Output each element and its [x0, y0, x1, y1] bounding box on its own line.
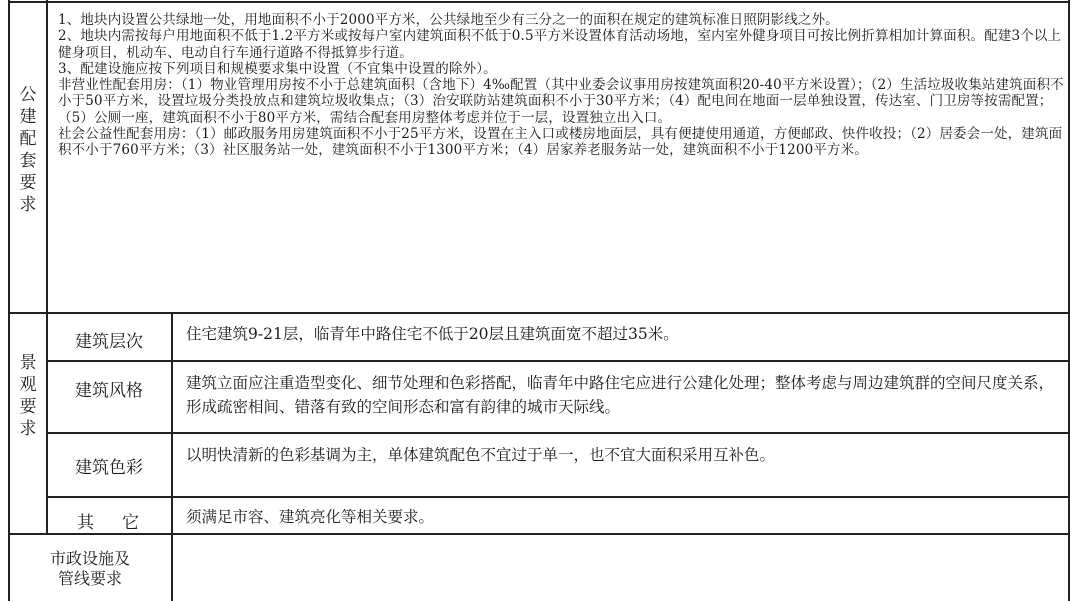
row-divider-2	[46, 432, 1069, 434]
row-text-building-style: 建筑立面应注重造型变化、细节处理和色彩搭配，临青年中路住宅应进行公建化处理；整体考虑与周边建筑群的空间尺度关系，形成疏密相间、错落有致的空间形态和富有韵律的城市天际线。	[186, 374, 1055, 416]
gongjian-paragraph: 2、地块内需按每户用地面积不低于1.2平方米或按每户室内建筑面积不低于0.5平方米设置体育活动场地，室内室外健身项目可按比例折算相加计算面积。配建3个以上健身项目，机动车、电动自行车通行道路不得抵算步行道。	[58, 28, 1062, 61]
jingguan-title-char: 景	[19, 353, 37, 373]
gongjian-paragraph: 1、地块内设置公共绿地一处，用地面积不小于2000平方米，公共绿地至少有三分之一的面积在规定的建筑标准日照阴影线之外。	[58, 12, 839, 28]
outer-right-border	[1068, 0, 1070, 601]
row-label-building-height: 建筑层次	[75, 332, 143, 352]
jingguan-title-char: 观	[19, 375, 37, 395]
gongjian-paragraph: 非营业性配套用房：（1）物业管理用房按不小于总建筑面积（含地下）4‰配置（其中业委会议事用房按建筑面积20-40平方米设置）；（2）生活垃圾收集站建筑面积不小于50平方米，设置垃圾分类投放点和建筑垃圾收集点；（3）治安联防站建筑面积不小于30平方米；（4）配电间在地面一层单独设置，传达室、门卫房等按需配置；（5）公厕一座，建筑面积不小于80平方米，需结合配套用房整体考虑并位于一层，设置独立出入口。	[58, 77, 1064, 126]
section-divider-1	[8, 312, 1069, 314]
gongjian-title-char: 建	[19, 107, 37, 127]
row-label-building-style: 建筑风格	[75, 381, 143, 401]
gongjian-paragraph: 3、配建设施应按下列项目和规模要求集中设置（不宜集中设置的除外）。	[58, 60, 497, 77]
shizheng-title-line: 市政设施及	[49, 549, 130, 568]
gongjian-title-char: 公	[19, 85, 37, 105]
gongjian-title	[16, 84, 40, 216]
gongjian-title-char: 套	[19, 151, 37, 171]
row-label-building-color: 建筑色彩	[75, 458, 143, 478]
top-border	[8, 1, 1069, 3]
shizheng-title-line: 管线要求	[57, 569, 122, 588]
label-column-divider	[171, 312, 173, 601]
jingguan-title	[16, 352, 40, 440]
jingguan-title-char: 要	[19, 397, 37, 417]
outer-left-border	[8, 0, 10, 601]
row-label-other: 其它	[77, 513, 167, 533]
row-divider-1	[46, 360, 1069, 362]
gongjian-title-char: 要	[19, 173, 37, 193]
jingguan-title-char: 求	[19, 419, 37, 439]
row-text-building-color: 以明快清新的色彩基调为主，单体建筑配色不宜过于单一，也不宜大面积采用互补色。	[186, 446, 776, 464]
gongjian-title-char: 求	[19, 195, 37, 215]
gongjian-paragraph: 社会公益性配套用房：（1）邮政服务用房建筑面积不小于25平方米，设置在主入口或楼房地面层，具有便捷使用通道，方便邮政、快件收投；（2）居委会一处，建筑面积不小于760平方米；（3）社区服务站一处，建筑面积不小于1300平方米；（4）居家养老服务站一处，建筑面积不小于1200平方米。	[58, 126, 1063, 159]
gongjian-content	[58, 12, 1066, 159]
shizheng-title	[10, 549, 170, 589]
row-divider-3	[46, 496, 1069, 498]
row-text-building-height: 住宅建筑9-21层，临青年中路住宅不低于20层且建筑面宽不超过35米。	[186, 325, 679, 343]
section-divider-2	[8, 533, 1069, 535]
gongjian-title-char: 配	[19, 129, 37, 149]
row-text-other: 须满足市容、建筑亮化等相关要求。	[186, 508, 435, 526]
